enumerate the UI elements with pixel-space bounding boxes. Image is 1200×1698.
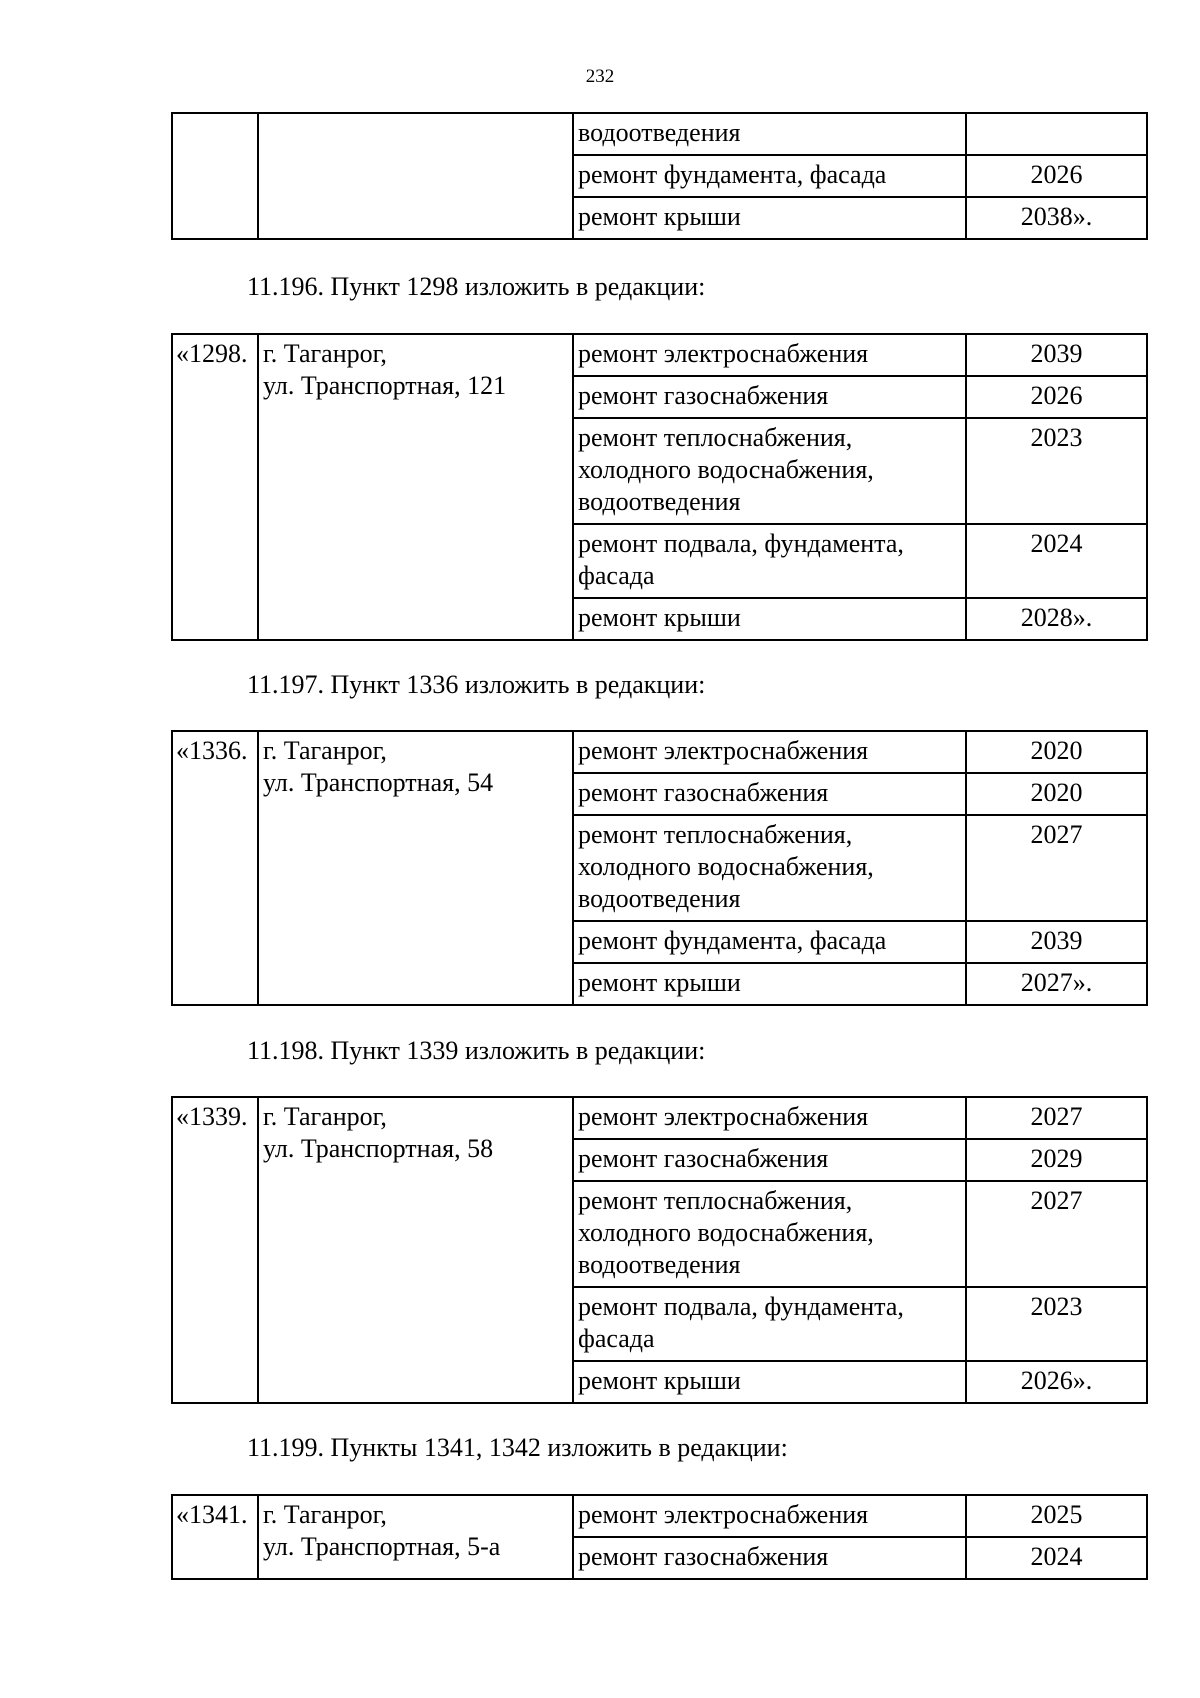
address-cell [258, 731, 573, 1005]
work-cell: ремонт крыши [573, 963, 966, 1005]
year-cell: 2027 [966, 1097, 1147, 1139]
item-number-cell: «1298. [172, 334, 258, 640]
year-cell: 2039 [966, 334, 1147, 376]
item-number-cell [172, 113, 258, 239]
year-cell: 2039 [966, 921, 1147, 963]
table-row [172, 731, 1147, 773]
item-number-cell: «1341. [172, 1495, 258, 1579]
work-cell: ремонт фундамента, фасада [573, 921, 966, 963]
item-table-1339 [171, 1096, 1148, 1404]
section-heading: 11.199. Пункты 1341, 1342 изложить в редакции: [247, 1433, 788, 1462]
work-cell: ремонт теплоснабжения, холодного водоснабжения, водоотведения [573, 418, 966, 524]
address-street: ул. Транспортная, 5-а [263, 1532, 501, 1561]
section-heading: 11.196. Пункт 1298 изложить в редакции: [247, 272, 706, 301]
work-cell: ремонт газоснабжения [573, 376, 966, 418]
work-cell: ремонт фундамента, фасада [573, 155, 966, 197]
year-cell: 2020 [966, 773, 1147, 815]
work-cell: ремонт электроснабжения [573, 731, 966, 773]
year-cell: 2024 [966, 1537, 1147, 1579]
item-table-1341 [171, 1494, 1148, 1580]
year-cell: 2026». [966, 1361, 1147, 1403]
address-cell [258, 334, 573, 640]
work-cell: ремонт подвала, фундамента, фасада [573, 1287, 966, 1361]
year-cell: 2023 [966, 1287, 1147, 1361]
table-row [172, 1097, 1147, 1139]
year-cell: 2029 [966, 1139, 1147, 1181]
work-cell: ремонт крыши [573, 598, 966, 640]
work-cell: ремонт электроснабжения [573, 1097, 966, 1139]
table-row [172, 334, 1147, 376]
address-cell [258, 1097, 573, 1403]
work-cell: ремонт теплоснабжения, холодного водоснабжения, водоотведения [573, 1181, 966, 1287]
address-street: ул. Транспортная, 54 [263, 768, 494, 797]
year-cell: 2038». [966, 197, 1147, 239]
address-cell [258, 1495, 573, 1579]
work-cell: ремонт крыши [573, 1361, 966, 1403]
table-row [172, 113, 1147, 155]
year-cell: 2020 [966, 731, 1147, 773]
item-table-1298 [171, 333, 1148, 641]
section-heading: 11.197. Пункт 1336 изложить в редакции: [247, 670, 706, 699]
year-cell: 2027». [966, 963, 1147, 1005]
address-city: г. Таганрог, [263, 339, 387, 368]
year-cell [966, 113, 1147, 155]
item-number-cell: «1336. [172, 731, 258, 1005]
address-city: г. Таганрог, [263, 736, 387, 765]
work-cell: ремонт теплоснабжения, холодного водоснабжения, водоотведения [573, 815, 966, 921]
address-street: ул. Транспортная, 121 [263, 371, 507, 400]
work-cell: ремонт крыши [573, 197, 966, 239]
work-cell: ремонт газоснабжения [573, 1537, 966, 1579]
work-cell: ремонт подвала, фундамента, фасада [573, 524, 966, 598]
table-row [172, 1495, 1147, 1537]
item-table-1336 [171, 730, 1148, 1006]
work-cell: водоотведения [573, 113, 966, 155]
year-cell: 2026 [966, 155, 1147, 197]
work-cell: ремонт газоснабжения [573, 1139, 966, 1181]
section-heading: 11.198. Пункт 1339 изложить в редакции: [247, 1036, 706, 1065]
continued-table [171, 112, 1148, 240]
page-number: 232 [585, 66, 615, 87]
work-cell: ремонт электроснабжения [573, 334, 966, 376]
year-cell: 2023 [966, 418, 1147, 524]
year-cell: 2026 [966, 376, 1147, 418]
address-street: ул. Транспортная, 58 [263, 1134, 494, 1163]
year-cell: 2027 [966, 1181, 1147, 1287]
year-cell: 2024 [966, 524, 1147, 598]
work-cell: ремонт газоснабжения [573, 773, 966, 815]
address-cell [258, 113, 573, 239]
year-cell: 2028». [966, 598, 1147, 640]
year-cell: 2025 [966, 1495, 1147, 1537]
address-city: г. Таганрог, [263, 1102, 387, 1131]
year-cell: 2027 [966, 815, 1147, 921]
item-number-cell: «1339. [172, 1097, 258, 1403]
address-city: г. Таганрог, [263, 1500, 387, 1529]
work-cell: ремонт электроснабжения [573, 1495, 966, 1537]
